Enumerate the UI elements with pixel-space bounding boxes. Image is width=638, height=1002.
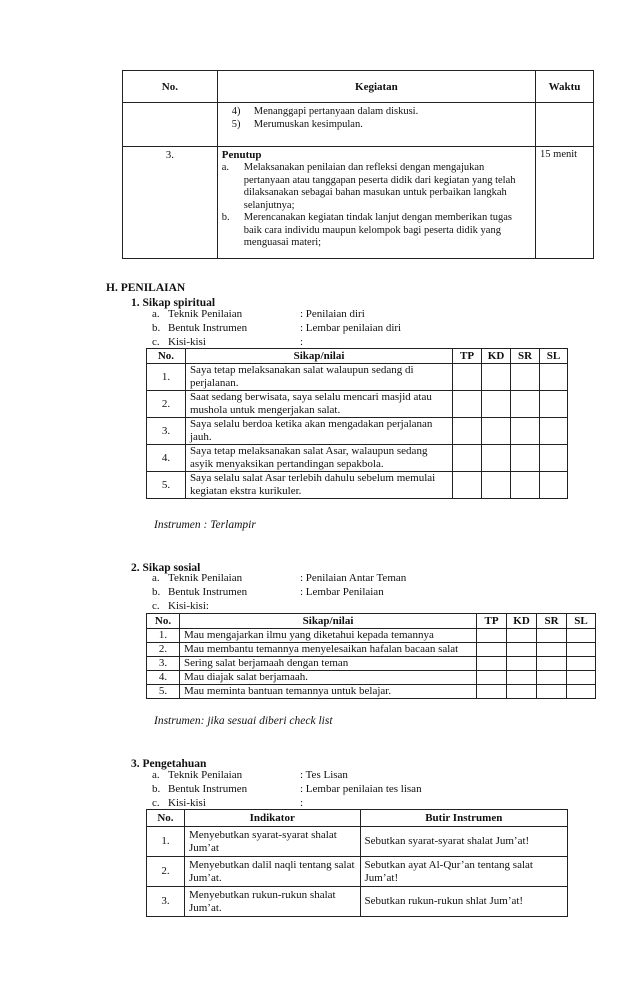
header-no: No. — [123, 71, 218, 103]
pengetahuan-row-no: 3. — [147, 887, 185, 917]
cont-kegiatan-cell — [217, 103, 535, 147]
spiritual-header-cell: SL — [540, 349, 568, 364]
row3-no: 3. — [123, 147, 218, 259]
spiritual-row — [147, 391, 568, 418]
pengetahuan-row-no: 2. — [147, 857, 185, 887]
pengetahuan-info-value: : Tes Lisan — [300, 769, 348, 781]
pengetahuan-table — [146, 809, 568, 917]
sosial-check-cell[interactable] — [507, 685, 537, 699]
sosial-check-cell[interactable] — [507, 671, 537, 685]
sosial-row-text: Mau diajak salat berjamaah. — [179, 671, 476, 685]
sosial-check-cell[interactable] — [567, 671, 596, 685]
pengetahuan-row — [147, 827, 568, 857]
spiritual-check-cell[interactable] — [511, 472, 540, 499]
spiritual-row-no: 4. — [147, 445, 186, 472]
spiritual-check-cell[interactable] — [482, 364, 511, 391]
pengetahuan-info-label: b. — [152, 783, 161, 795]
sosial-info-key: Bentuk Instrumen — [168, 586, 248, 598]
sosial-row — [147, 657, 596, 671]
sosial-row-no: 4. — [147, 671, 180, 685]
spiritual-info-key: Kisi-kisi — [168, 336, 206, 348]
sosial-check-cell[interactable] — [507, 629, 537, 643]
sosial-row-text: Mau mengajarkan ilmu yang diketahui kepada temannya — [179, 629, 476, 643]
header-kegiatan: Kegiatan — [217, 71, 535, 103]
sosial-check-cell[interactable] — [567, 643, 596, 657]
pengetahuan-info-key: Kisi-kisi — [168, 797, 206, 809]
sosial-check-cell[interactable] — [537, 685, 567, 699]
spiritual-info-label: a. — [152, 308, 160, 320]
section-heading: H. PENILAIAN — [106, 282, 186, 294]
spiritual-check-cell[interactable] — [511, 364, 540, 391]
spiritual-header-cell: Sikap/nilai — [185, 349, 452, 364]
spiritual-check-cell[interactable] — [540, 364, 568, 391]
row3-kegiatan-cell — [217, 147, 535, 259]
spiritual-check-cell[interactable] — [482, 418, 511, 445]
pengetahuan-header-cell: Indikator — [184, 810, 360, 827]
sosial-info-label: b. — [152, 586, 161, 598]
sosial-header-cell: Sikap/nilai — [179, 614, 476, 629]
cont-waktu-cell — [536, 103, 594, 147]
sosial-row — [147, 671, 596, 685]
spiritual-note: Instrumen : Terlampir — [154, 519, 256, 531]
sosial-header-cell: KD — [507, 614, 537, 629]
spiritual-check-cell[interactable] — [540, 391, 568, 418]
kegiatan-table — [122, 70, 594, 259]
row3-step-label: a. — [221, 162, 230, 173]
spiritual-row — [147, 472, 568, 499]
sosial-info-value: : Lembar Penilaian — [300, 586, 384, 598]
sosial-info-value: : Penilaian Antar Teman — [300, 572, 407, 584]
sosial-header-cell: No. — [147, 614, 180, 629]
pengetahuan-title: 3. Pengetahuan — [131, 758, 207, 770]
pengetahuan-header-cell: No. — [147, 810, 185, 827]
row3-step — [222, 212, 521, 250]
spiritual-info-value: : Lembar penilaian diri — [300, 322, 402, 334]
row3-step-label: b. — [221, 212, 230, 223]
spiritual-check-cell[interactable] — [453, 472, 482, 499]
pengetahuan-info-key: Bentuk Instrumen — [168, 783, 248, 795]
cont-step-text: Merumuskan kesimpulan. — [253, 118, 363, 130]
sosial-check-cell[interactable] — [477, 643, 507, 657]
spiritual-row — [147, 364, 568, 391]
pengetahuan-info-key: Teknik Penilaian — [168, 769, 243, 781]
sosial-check-cell[interactable] — [567, 685, 596, 699]
sosial-header-cell: SR — [537, 614, 567, 629]
row3-waktu: 15 menit — [536, 147, 594, 259]
sosial-row — [147, 629, 596, 643]
sosial-row — [147, 643, 596, 657]
pengetahuan-row-butir: Sebutkan ayat Al-Qur’an tentang salat Jum’at! — [360, 857, 567, 887]
sosial-check-cell[interactable] — [567, 657, 596, 671]
sosial-row-text: Sering salat berjamaah dengan teman — [179, 657, 476, 671]
sosial-row-no: 5. — [147, 685, 180, 699]
spiritual-row-text: Saya tetap melaksanakan salat walaupun sedang di perjalanan. — [185, 364, 452, 391]
sosial-row-no: 3. — [147, 657, 180, 671]
sosial-check-cell[interactable] — [567, 629, 596, 643]
sosial-check-cell[interactable] — [477, 657, 507, 671]
sosial-check-cell[interactable] — [507, 657, 537, 671]
cont-step-label: 5) — [231, 118, 241, 130]
spiritual-info-key: Bentuk Instrumen — [168, 322, 248, 334]
spiritual-check-cell[interactable] — [511, 445, 540, 472]
spiritual-info-label: c. — [152, 336, 160, 348]
spiritual-check-cell[interactable] — [540, 418, 568, 445]
pengetahuan-row-no: 1. — [147, 827, 185, 857]
spiritual-check-cell[interactable] — [540, 472, 568, 499]
spiritual-row-no: 5. — [147, 472, 186, 499]
sosial-check-cell[interactable] — [477, 685, 507, 699]
row3-steps-list — [222, 162, 521, 250]
spiritual-check-cell[interactable] — [540, 445, 568, 472]
spiritual-info-label: b. — [152, 322, 161, 334]
pengetahuan-row-indikator: Menyebutkan syarat-syarat shalat Jum’at — [184, 827, 360, 857]
cont-steps-list — [232, 106, 531, 131]
spiritual-check-cell[interactable] — [453, 391, 482, 418]
spiritual-info-key: Teknik Penilaian — [168, 308, 243, 320]
sosial-check-cell[interactable] — [537, 671, 567, 685]
sosial-check-cell[interactable] — [507, 643, 537, 657]
spiritual-row-text: Saya selalu salat Asar terlebih dahulu sebelum memulai kegiatan ekstra kurikuler. — [185, 472, 452, 499]
pengetahuan-info-label: a. — [152, 769, 160, 781]
sosial-check-cell[interactable] — [477, 671, 507, 685]
cont-step — [232, 106, 531, 119]
spiritual-check-cell[interactable] — [453, 364, 482, 391]
pengetahuan-info-value: : Lembar penilaian tes lisan — [300, 783, 422, 795]
sosial-table — [146, 613, 596, 699]
row3-step-text: Merencanakan kegiatan tindak lanjut dengan memberikan tugas baik cara individu maupun kelompok bagi peserta didik yang menguasai materi; — [243, 212, 512, 248]
sosial-row-text: Mau membantu temannya menyelesaikan hafalan bacaan salat — [179, 643, 476, 657]
spiritual-header-cell: No. — [147, 349, 186, 364]
spiritual-check-cell[interactable] — [511, 391, 540, 418]
spiritual-check-cell[interactable] — [453, 418, 482, 445]
sosial-check-cell[interactable] — [477, 629, 507, 643]
spiritual-row-no: 3. — [147, 418, 186, 445]
cont-step-text: Menanggapi pertanyaan dalam diskusi. — [253, 106, 419, 117]
spiritual-check-cell[interactable] — [482, 445, 511, 472]
cont-step — [232, 119, 531, 132]
spiritual-table — [146, 348, 568, 499]
spiritual-check-cell[interactable] — [482, 391, 511, 418]
spiritual-header-cell: TP — [453, 349, 482, 364]
sosial-row-no: 2. — [147, 643, 180, 657]
spiritual-check-cell[interactable] — [511, 418, 540, 445]
sosial-row-text: Mau meminta bantuan temannya untuk belajar. — [179, 685, 476, 699]
sosial-info-label: c. — [152, 600, 160, 612]
spiritual-check-cell[interactable] — [482, 472, 511, 499]
pengetahuan-row-butir: Sebutkan rukun-rukun shlat Jum’at! — [360, 887, 567, 917]
sosial-row-no: 1. — [147, 629, 180, 643]
spiritual-check-cell[interactable] — [453, 445, 482, 472]
spiritual-row-no: 1. — [147, 364, 186, 391]
sosial-header-cell: SL — [567, 614, 596, 629]
spiritual-header-cell: KD — [482, 349, 511, 364]
spiritual-row-text: Saya selalu berdoa ketika akan mengadakan perjalanan jauh. — [185, 418, 452, 445]
pengetahuan-info-value: : — [300, 797, 304, 809]
sosial-check-cell[interactable] — [537, 643, 567, 657]
sosial-row — [147, 685, 596, 699]
row3-step — [222, 162, 521, 212]
row3-title: Penutup — [221, 149, 262, 161]
spiritual-row — [147, 418, 568, 445]
spiritual-title: 1. Sikap spiritual — [131, 297, 216, 309]
row3-step-text: Melaksanakan penilaian dan refleksi dengan mengajukan pertanyaan atau tanggapan peserta didik dari kegiatan yang telah dilaksanakan sebagai bahan masukan untuk perbaikan langkah selanjutnya; — [243, 162, 516, 211]
sosial-check-cell[interactable] — [537, 657, 567, 671]
pengetahuan-row-butir: Sebutkan syarat-syarat shalat Jum’at! — [360, 827, 567, 857]
sosial-header-cell: TP — [477, 614, 507, 629]
pengetahuan-row — [147, 857, 568, 887]
spiritual-info-value: : — [300, 336, 304, 348]
pengetahuan-info-label: c. — [152, 797, 160, 809]
sosial-info-key: Kisi-kisi: — [168, 600, 209, 612]
sosial-info-label: a. — [152, 572, 160, 584]
pengetahuan-row-indikator: Menyebutkan dalil naqli tentang salat Jum’at. — [184, 857, 360, 887]
sosial-title: 2. Sikap sosial — [131, 562, 201, 574]
pengetahuan-row-indikator: Menyebutkan rukun-rukun shalat Jum’at. — [184, 887, 360, 917]
sosial-info-key: Teknik Penilaian — [168, 572, 243, 584]
pengetahuan-row — [147, 887, 568, 917]
spiritual-info-value: : Penilaian diri — [300, 308, 365, 320]
spiritual-row — [147, 445, 568, 472]
spiritual-row-no: 2. — [147, 391, 186, 418]
header-waktu: Waktu — [536, 71, 594, 103]
cont-step-label: 4) — [231, 106, 241, 117]
spiritual-header-cell: SR — [511, 349, 540, 364]
spiritual-row-text: Saya tetap melaksanakan salat Asar, walaupun sedang asyik menyaksikan pertandingan sepakbola. — [185, 445, 452, 472]
sosial-note: Instrumen: jika sesuai diberi check list — [154, 715, 333, 727]
sosial-check-cell[interactable] — [537, 629, 567, 643]
spiritual-row-text: Saat sedang berwisata, saya selalu mencari masjid atau mushola untuk mengerjakan salat. — [185, 391, 452, 418]
cont-no-cell — [123, 103, 218, 147]
pengetahuan-header-cell: Butir Instrumen — [360, 810, 567, 827]
